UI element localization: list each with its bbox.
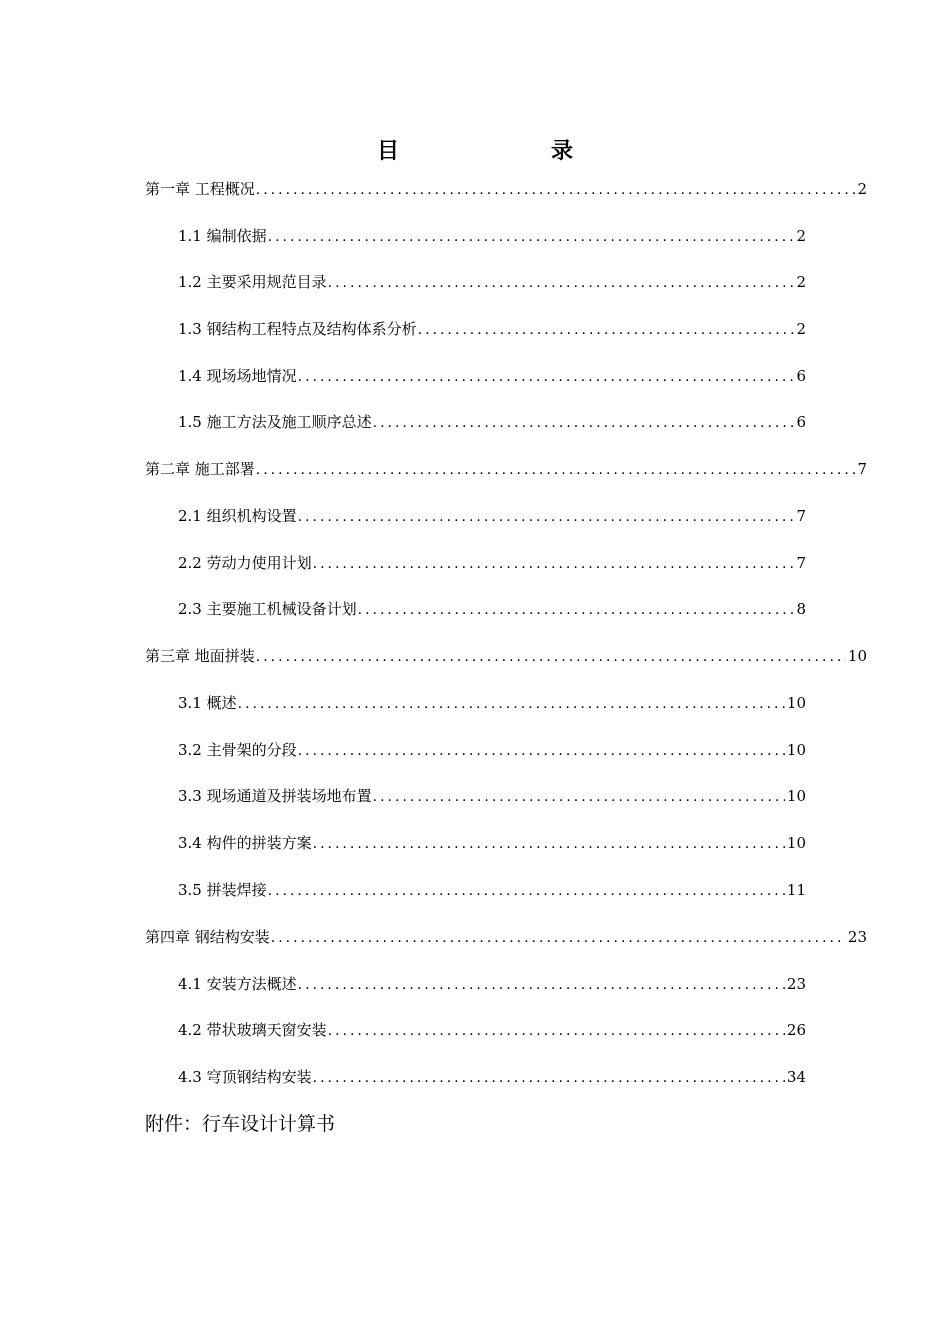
toc-entry-label: 第三章 地面拼装 [145, 647, 255, 665]
toc-page-number: 7 [796, 507, 806, 525]
toc-entry-section-3-4[interactable] [178, 831, 806, 855]
toc-entry-label: 4.1 安装方法概述 [178, 975, 297, 993]
toc-entry-section-1-4[interactable] [178, 364, 806, 388]
toc-entry-label: 3.5 拼装焊接 [178, 881, 267, 899]
toc-dot-leader [298, 365, 794, 389]
toc-entry-label: 1.4 现场场地情况 [178, 367, 297, 385]
toc-page-number: 6 [796, 367, 806, 385]
toc-entry-label: 3.1 概述 [178, 694, 237, 712]
toc-dot-leader [358, 598, 794, 622]
toc-entry-label: 1.3 钢结构工程特点及结构体系分析 [178, 320, 417, 338]
toc-page-number: 10 [786, 694, 806, 712]
toc-page-number: 6 [796, 413, 806, 431]
toc-page-number: 2 [857, 180, 867, 198]
toc-dot-leader [328, 271, 794, 295]
toc-entry-section-1-5[interactable] [178, 410, 806, 434]
toc-entry-section-3-1[interactable] [178, 691, 806, 715]
toc-entry-label: 4.2 带状玻璃天窗安装 [178, 1021, 327, 1039]
toc-dot-leader [238, 692, 785, 716]
toc-dot-leader [328, 1019, 785, 1043]
toc-page-number: 2 [796, 320, 806, 338]
toc-entry-section-1-3[interactable] [178, 317, 806, 341]
toc-page-number: 2 [796, 227, 806, 245]
toc-dot-leader [256, 645, 846, 669]
toc-entry-label: 2.3 主要施工机械设备计划 [178, 600, 357, 618]
toc-entry-label: 3.4 构件的拼装方案 [178, 834, 312, 852]
toc-entry-section-2-3[interactable] [178, 597, 806, 621]
toc-entry-chapter-2[interactable] [145, 457, 867, 481]
toc-entry-section-1-1[interactable] [178, 224, 806, 248]
toc-page-number: 2 [796, 273, 806, 291]
toc-page-number: 34 [786, 1068, 806, 1086]
toc-dot-leader [313, 832, 785, 856]
toc-entry-chapter-3[interactable] [145, 644, 867, 668]
toc-dot-leader [313, 1066, 785, 1090]
appendix-note: 附件：行车设计计算书 [145, 1113, 336, 1135]
toc-entry-chapter-1[interactable] [145, 177, 867, 201]
toc-dot-leader [268, 225, 794, 249]
toc-page-number: 23 [847, 928, 867, 946]
toc-entry-section-3-3[interactable] [178, 784, 806, 808]
toc-dot-leader [313, 552, 794, 576]
toc-dot-leader [373, 785, 785, 809]
toc-entry-section-2-1[interactable] [178, 504, 806, 528]
toc-entry-section-1-2[interactable] [178, 270, 806, 294]
page-title: 目 录 [376, 138, 609, 164]
toc-entry-label: 3.2 主骨架的分段 [178, 741, 297, 759]
toc-page-number: 26 [786, 1021, 806, 1039]
toc-entry-label: 第二章 施工部署 [145, 460, 255, 478]
toc-entry-section-4-2[interactable] [178, 1018, 806, 1042]
toc-entry-label: 2.1 组织机构设置 [178, 507, 297, 525]
toc-dot-leader [271, 926, 846, 950]
toc-entry-label: 1.1 编制依据 [178, 227, 267, 245]
toc-entry-section-2-2[interactable] [178, 551, 806, 575]
toc-entry-label: 第四章 钢结构安装 [145, 928, 270, 946]
toc-entry-section-4-1[interactable] [178, 972, 806, 996]
toc-entry-section-4-3[interactable] [178, 1065, 806, 1089]
toc-dot-leader [373, 411, 794, 435]
toc-entry-label: 4.3 穹顶钢结构安装 [178, 1068, 312, 1086]
toc-page-number: 10 [786, 787, 806, 805]
toc-dot-leader [298, 973, 785, 997]
toc-page-number: 8 [796, 600, 806, 618]
toc-dot-leader [256, 178, 855, 202]
toc-entry-label: 2.2 劳动力使用计划 [178, 554, 312, 572]
toc-entry-chapter-4[interactable] [145, 925, 867, 949]
toc-entry-label: 第一章 工程概况 [145, 180, 255, 198]
toc-entry-label: 3.3 现场通道及拼装场地布置 [178, 787, 372, 805]
toc-dot-leader [268, 879, 785, 903]
toc-entry-section-3-5[interactable] [178, 878, 806, 902]
toc-page-number: 7 [857, 460, 867, 478]
toc-dot-leader [298, 739, 785, 763]
toc-entry-section-3-2[interactable] [178, 738, 806, 762]
toc-dot-leader [418, 318, 794, 342]
toc-page-number: 10 [786, 741, 806, 759]
toc-page-number: 7 [796, 554, 806, 572]
toc-page-number: 11 [786, 881, 806, 899]
toc-page-number: 23 [786, 975, 806, 993]
toc-entry-label: 1.5 施工方法及施工顺序总述 [178, 413, 372, 431]
toc-dot-leader [256, 458, 855, 482]
toc-dot-leader [298, 505, 794, 529]
toc-page-number: 10 [786, 834, 806, 852]
toc-entry-label: 1.2 主要采用规范目录 [178, 273, 327, 291]
toc-page-number: 10 [847, 647, 867, 665]
